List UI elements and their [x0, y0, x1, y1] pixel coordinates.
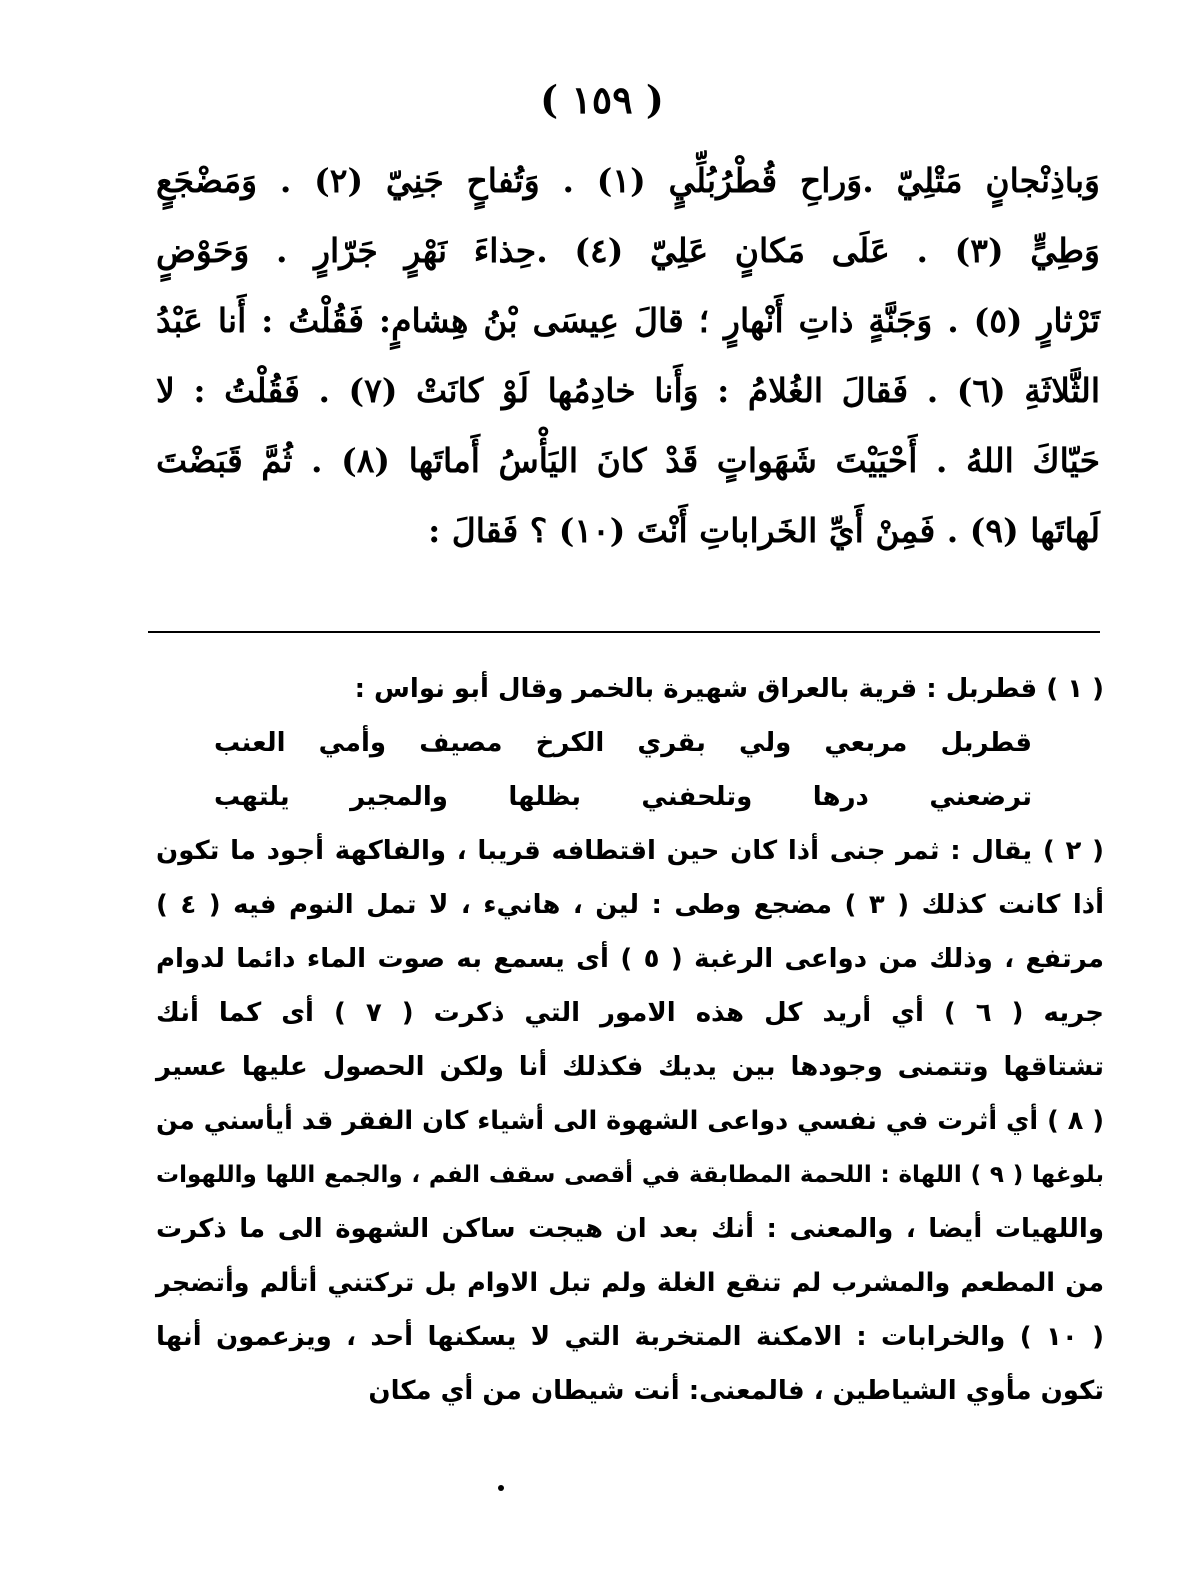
main-text-line: وَباذِنْجانٍ مَتْلِيّ .وَراحِ قُطْرُبُلِّيٍ (١) . وَتُفاحٍ جَنِيّ (٢) . وَمَضْجَعٍ	[156, 161, 1100, 200]
footnote-line: تشتاقها وتتمنى وجودها بين يديك فكذلك أنا ولكن الحصول عليها عسير	[156, 1052, 1104, 1082]
footnote-line: ( ٨ ) أي أثرت في نفسي دواعى الشهوة الى أشياء كان الفقر قد أيأسني من	[156, 1106, 1104, 1136]
page-number: ( ١٥٩ )	[540, 77, 664, 122]
main-text-line: وَطِيٍّ (٣) . عَلَى مَكانٍ عَلِيّ (٤) .حِذاءَ نَهْرٍ جَرّارٍ . وَحَوْضٍ	[156, 231, 1100, 270]
footnote-line: بلوغها ( ٩ ) اللهاة : اللحمة المطابقة في أقصى سقف الفم ، والجمع اللها واللهوات	[156, 1162, 1104, 1188]
poem-verse-line: قطربل مربعي ولي بقري الكرخ مصيف وأمي العنب	[214, 728, 1032, 758]
poem-verse-line: ترضعني درها وتلحفني بظلها والمجير يلتهب	[214, 782, 1032, 812]
main-text-line: لَهاتَها (٩) . فَمِنْ أَيِّ الخَراباتِ أَنْتَ (١٠) ؟ فَقالَ :	[428, 511, 1100, 550]
footnote-line: مرتفع ، وذلك من دواعى الرغبة ( ٥ ) أى يسمع به صوت الماء دائما لدوام	[156, 944, 1105, 974]
main-text-line: تَرْثارٍ (٥) . وَجَنَّةٍ ذاتِ أَنْهارٍ ؛ قالَ عِيسَى بْنُ هِشامٍ: فَقُلْتُ : أَنا عَبْدُ	[156, 301, 1100, 340]
footnote-line: ( ٢ ) يقال : ثمر جنى أذا كان حين اقتطافه قريبا ، والفاكهة أجود ما تكون	[156, 836, 1104, 866]
main-text-line: حَيّاكَ اللهُ . أَحْيَيْتَ شَهَواتٍ قَدْ كانَ اليَأْسُ أَماتَها (٨) . ثُمَّ قَبَضْتَ	[156, 441, 1100, 480]
footnote-line: من المطعم والمشرب لم تنقع الغلة ولم تبل الاوام بل تركتني أتألم وأتضجر	[156, 1268, 1104, 1298]
stray-ink-dot	[498, 1485, 504, 1491]
footnotes-section	[156, 662, 1104, 1418]
footnote-line: أذا كانت كذلك ( ٣ ) مضجع وطى : لين ، هانيء ، لا تمل النوم فيه ( ٤ )	[156, 890, 1105, 920]
main-text-line: الثَّلاثَةِ (٦) . فَقالَ الغُلامُ : وَأَنا خادِمُها لَوْ كانَتْ (٧) . فَقُلْتُ : لا	[156, 371, 1101, 410]
footnote-line: واللهيات أيضا ، والمعنى : أنك بعد ان هيجت ساكن الشهوة الى ما ذكرت	[156, 1214, 1104, 1244]
footnote-line: ( ١٠ ) والخرابات : الامكنة المتخربة التي لا يسكنها أحد ، ويزعمون أنها	[156, 1322, 1104, 1352]
footnote-separator	[148, 631, 1100, 633]
footnote-line: تكون مأوي الشياطين ، فالمعنى: أنت شيطان من أي مكان	[368, 1376, 1104, 1406]
footnote-line: ( ١ ) قطربل : قرية بالعراق شهيرة بالخمر وقال أبو نواس :	[354, 674, 1104, 704]
main-text-body	[156, 146, 1100, 566]
footnote-line: جريه ( ٦ ) أي أريد كل هذه الامور التي ذكرت ( ٧ ) أى كما أنك	[156, 998, 1104, 1028]
